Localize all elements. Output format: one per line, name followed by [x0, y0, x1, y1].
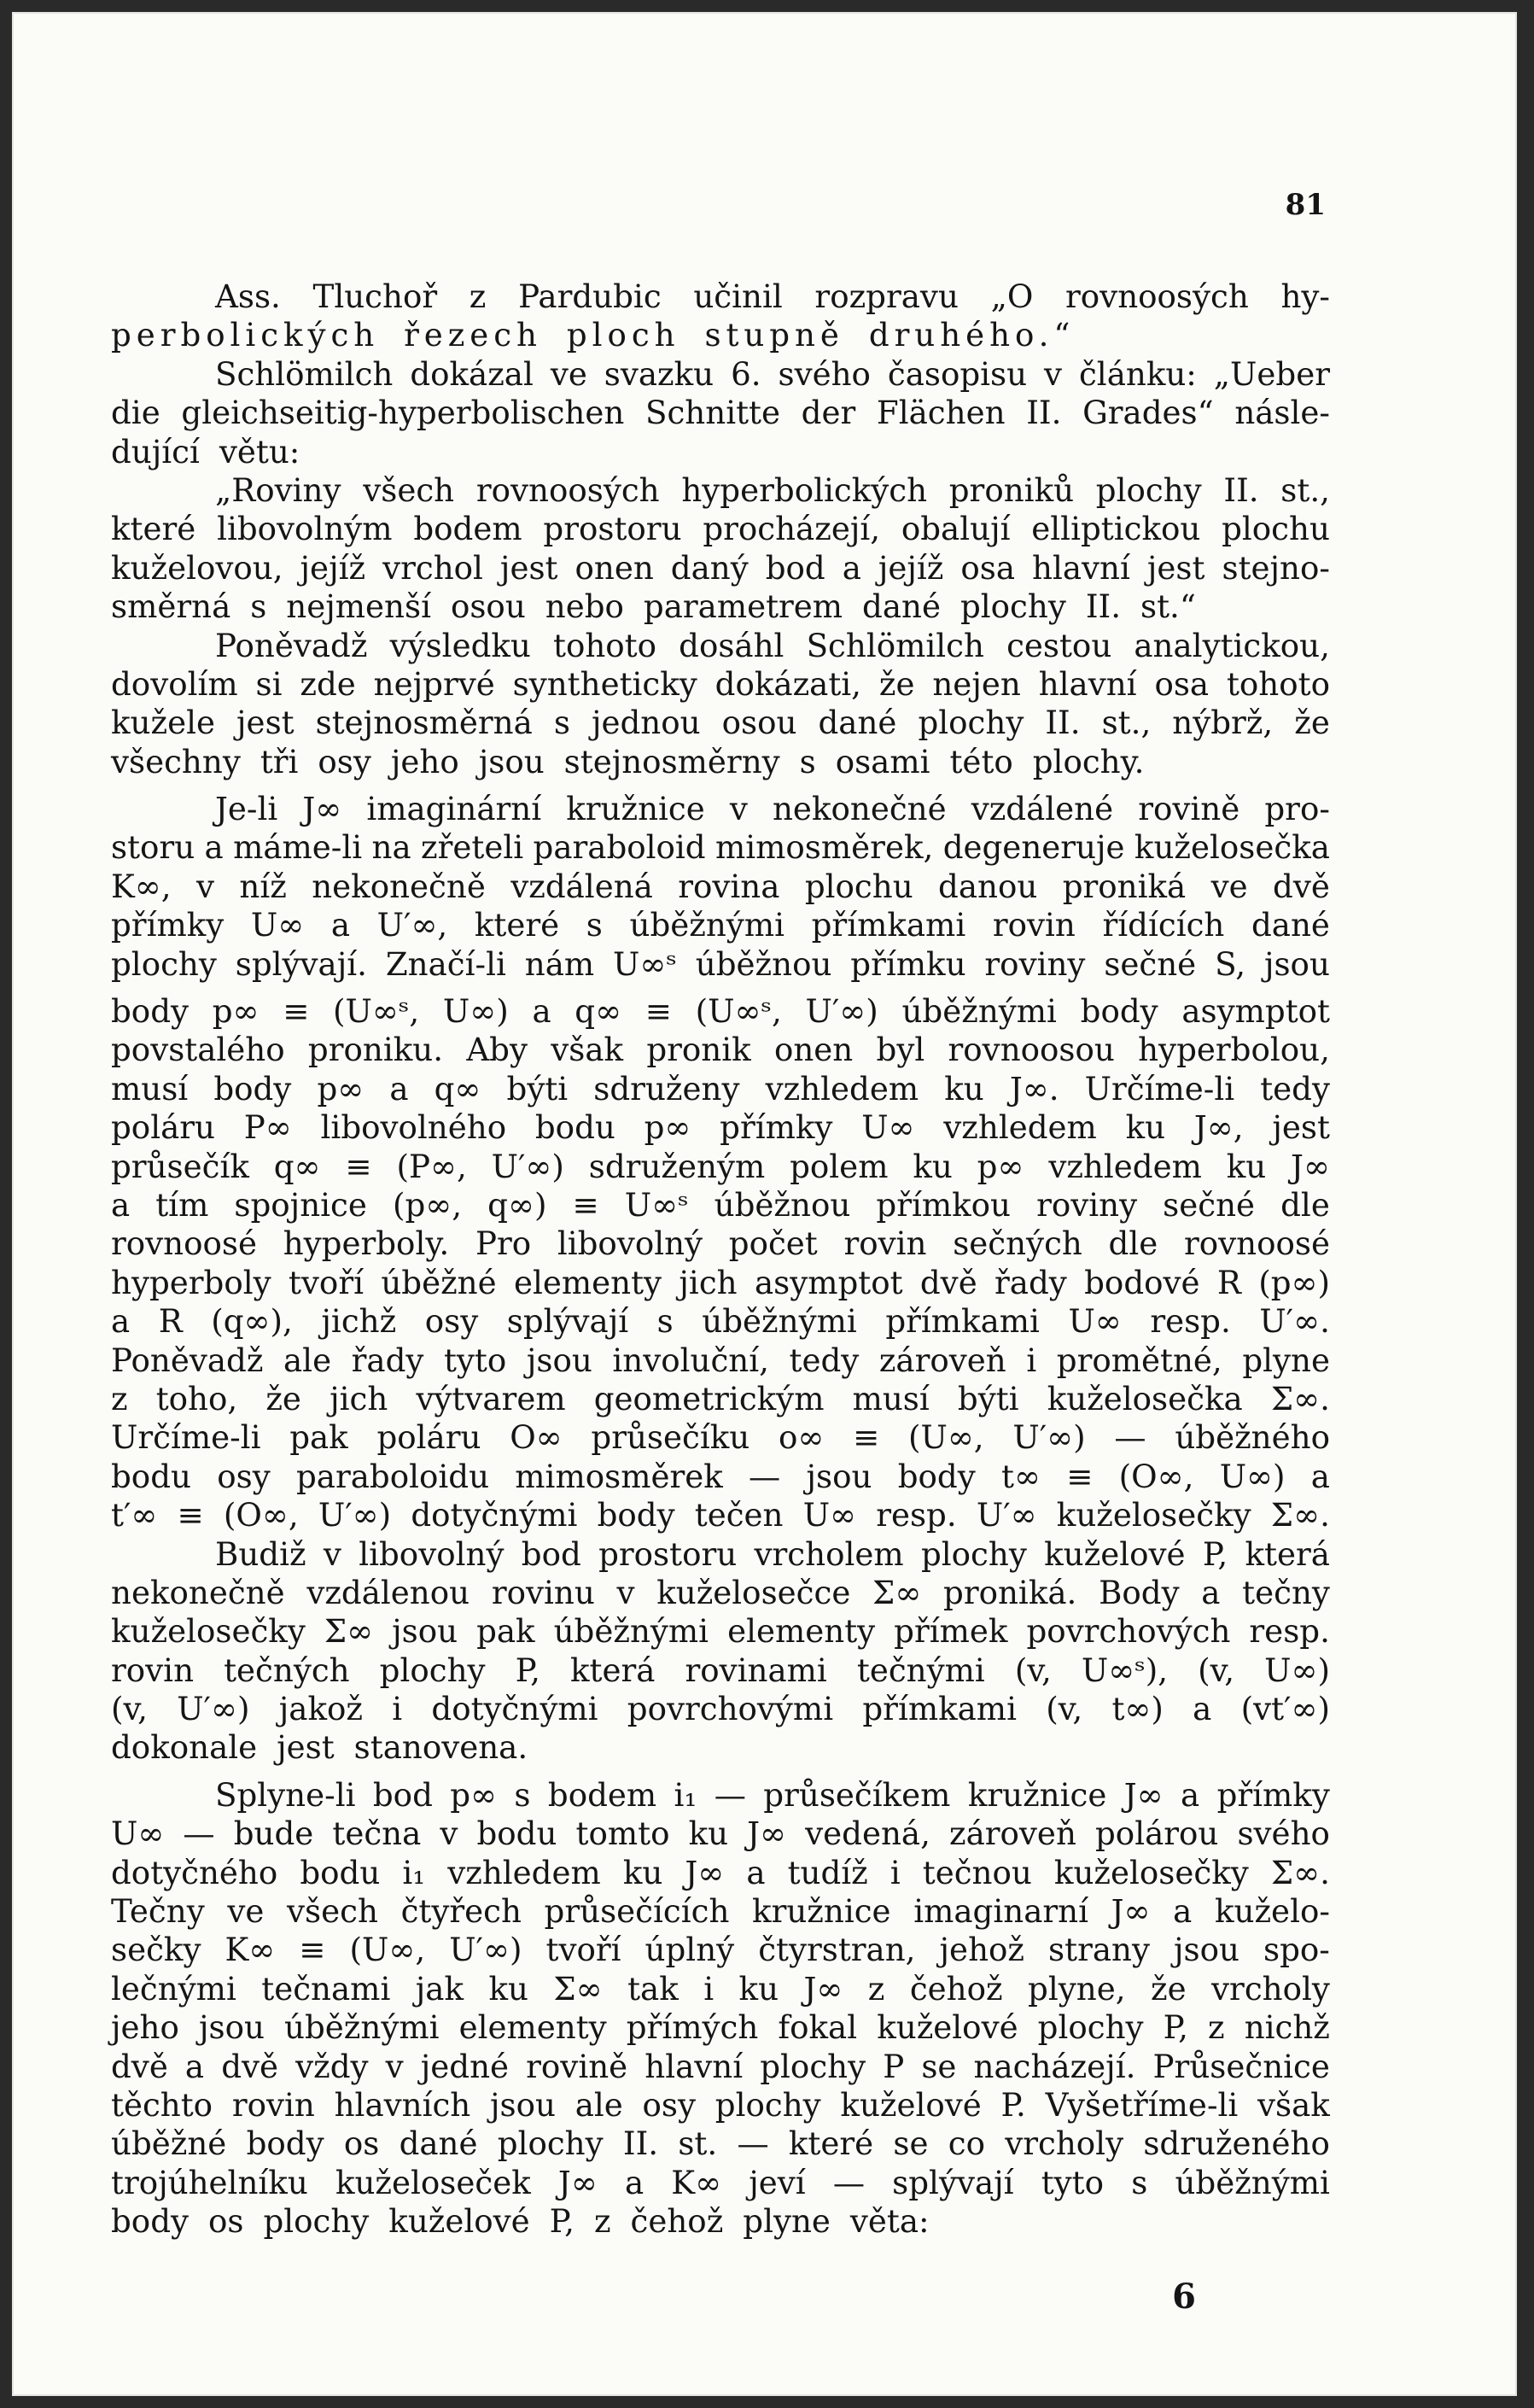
- text-line: U∞ — bude tečna v bodu tomto ku J∞ vedená, zároveň polárou svého: [111, 1815, 1330, 1853]
- text-line: storu a máme-li na zřeteli paraboloid mimosměrek, degeneruje kuželosečka: [111, 828, 1330, 867]
- text-line: jeho jsou úběžnými elementy přímých fokal kuželové plochy P, z nichž: [111, 2008, 1330, 2047]
- text-line: dotyčného bodu i₁ vzhledem ku J∞ a tudíž i tečnou kuželosečky Σ∞.: [111, 1853, 1330, 1891]
- text-line: sečky K∞ ≡ (U∞, U′∞) tvoří úplný čtyrstran, jehož strany jsou spo-: [111, 1931, 1330, 1969]
- text-line: kuželosečky Σ∞ jsou pak úběžnými elementy přímek povrchových resp.: [111, 1612, 1330, 1651]
- text-line: Poněvadž ale řady tyto jsou involuční, tedy zároveň i promětné, plyne: [111, 1341, 1330, 1379]
- text-line: bodu osy paraboloidu mimosměrek — jsou body t∞ ≡ (O∞, U∞) a: [111, 1457, 1330, 1495]
- text-line: Poněvadž výsledku tohoto dosáhl Schlömilch cestou analytickou,: [215, 626, 1330, 664]
- text-line: Schlömilch dokázal ve svazku 6. svého časopisu v článku: „Ueber: [215, 354, 1330, 393]
- page-number: 81: [1285, 188, 1326, 222]
- signature-mark: 6: [1172, 2276, 1196, 2317]
- text-line: rovin tečných plochy P, která rovinami tečnými (v, U∞ˢ), (v, U∞): [111, 1651, 1330, 1689]
- text-line: Budiž v libovolný bod prostoru vrcholem plochy kuželové P, která: [215, 1534, 1330, 1573]
- text-line: lečnými tečnami jak ku Σ∞ tak i ku J∞ z čehož plyne, že vrcholy: [111, 1969, 1330, 2008]
- text-line: a R (q∞), jichž osy splývají s úběžnými přímkami U∞ resp. U′∞.: [111, 1302, 1330, 1341]
- text-line: které libovolným bodem prostoru procházejí, obalují elliptickou plochu: [111, 510, 1330, 548]
- text-line: (v, U′∞) jakož i dotyčnými povrchovými přímkami (v, t∞) a (vt′∞): [111, 1690, 1330, 1728]
- text-line: nekonečně vzdálenou rovinu v kuželosečce Σ∞ proniká. Body a tečny: [111, 1573, 1330, 1611]
- text-line: Ass. Tluchoř z Pardubic učinil rozpravu „O rovnoosých hy-: [215, 278, 1330, 315]
- text-line: dovolím si zde nejprvé syntheticky dokázati, že nejen hlavní osa tohoto: [111, 664, 1330, 703]
- text-line: a tím spojnice (p∞, q∞) ≡ U∞ˢ úběžnou přímkou roviny sečné dle: [111, 1185, 1330, 1224]
- text-line: body os plochy kuželové P, z čehož plyne věta:: [111, 2202, 930, 2241]
- text-line: dující větu:: [111, 432, 300, 470]
- text-line: t′∞ ≡ (O∞, U′∞) dotyčnými body tečen U∞ resp. U′∞ kuželosečky Σ∞.: [111, 1496, 1330, 1534]
- text-line: těchto rovin hlavních jsou ale osy plochy kuželové P. Vyšetříme-li však: [111, 2085, 1330, 2124]
- text-line: K∞, v níž nekonečně vzdálená rovina plochu danou proniká ve dvě: [111, 867, 1330, 905]
- text-line: hyperboly tvoří úběžné elementy jich asymptot dvě řady bodové R (p∞): [111, 1263, 1330, 1301]
- text-line: úběžné body os dané plochy II. st. — které se co vrcholy sdruženého: [111, 2125, 1330, 2163]
- text-line: Je-li J∞ imaginární kružnice v nekonečné vzdálené rovině pro-: [215, 790, 1330, 828]
- text-line: dvě a dvě vždy v jedné rovině hlavní plochy P se nacházejí. Průsečnice: [111, 2047, 1330, 2085]
- text-line: všechny tři osy jeho jsou stejnosměrny s osami této plochy.: [111, 742, 1145, 780]
- text-line: z toho, že jich výtvarem geometrickým musí býti kuželosečka Σ∞.: [111, 1379, 1330, 1417]
- page-text: [111, 278, 1330, 2241]
- text-line: „Roviny všech rovnoosých hyperbolických proniků plochy II. st.,: [215, 470, 1330, 509]
- text-line: Splyne-li bod p∞ s bodem i₁ — průsečíkem kružnice J∞ a přímky: [215, 1775, 1330, 1814]
- text-line: povstalého proniku. Aby však pronik onen byl rovnoosou hyperbolou,: [111, 1031, 1330, 1069]
- book-page: [12, 12, 1517, 2396]
- text-line: rovnoosé hyperboly. Pro libovolný počet rovin sečných dle rovnoosé: [111, 1224, 1330, 1263]
- text-line: trojúhelníku kuželoseček J∞ a K∞ jeví — splývají tyto s úběžnými: [111, 2163, 1330, 2201]
- text-line: musí body p∞ a q∞ býti sdruženy vzhledem ku J∞. Určíme-li tedy: [111, 1069, 1330, 1108]
- text-line: Tečny ve všech čtyřech průsečících kružnice imaginarní J∞ a kuželo-: [111, 1892, 1330, 1931]
- text-line: die gleichseitig-hyperbolischen Schnitte der Flächen II. Grades“ násle-: [111, 394, 1330, 432]
- text-line: plochy splývají. Značí-li nám U∞ˢ úběžnou přímku roviny sečné S, jsou: [111, 944, 1330, 983]
- text-line: kuželovou, jejíž vrchol jest onen daný bod a jejíž osa hlavní jest stejno-: [111, 548, 1330, 587]
- text-line: přímky U∞ a U′∞, které s úběžnými přímkami rovin řídících dané: [111, 906, 1330, 944]
- text-line: kužele jest stejnosměrná s jednou osou dané plochy II. st., nýbrž, že: [111, 704, 1330, 742]
- text-line: průsečík q∞ ≡ (P∞, U′∞) sdruženým polem ku p∞ vzhledem ku J∞: [111, 1147, 1330, 1185]
- text-line: body p∞ ≡ (U∞ˢ, U∞) a q∞ ≡ (U∞ˢ, U′∞) úběžnými body asymptot: [111, 992, 1330, 1031]
- text-line: Určíme-li pak poláru O∞ průsečíku o∞ ≡ (U∞, U′∞) — úběžného: [111, 1418, 1330, 1457]
- text-line: perbolických řezech ploch stupně druhého.“: [111, 316, 1076, 354]
- text-line: dokonale jest stanovena.: [111, 1728, 528, 1767]
- text-line: poláru P∞ libovolného bodu p∞ přímky U∞ vzhledem ku J∞, jest: [111, 1108, 1330, 1147]
- text-line: směrná s nejmenší osou nebo parametrem dané plochy II. st.“: [111, 587, 1196, 626]
